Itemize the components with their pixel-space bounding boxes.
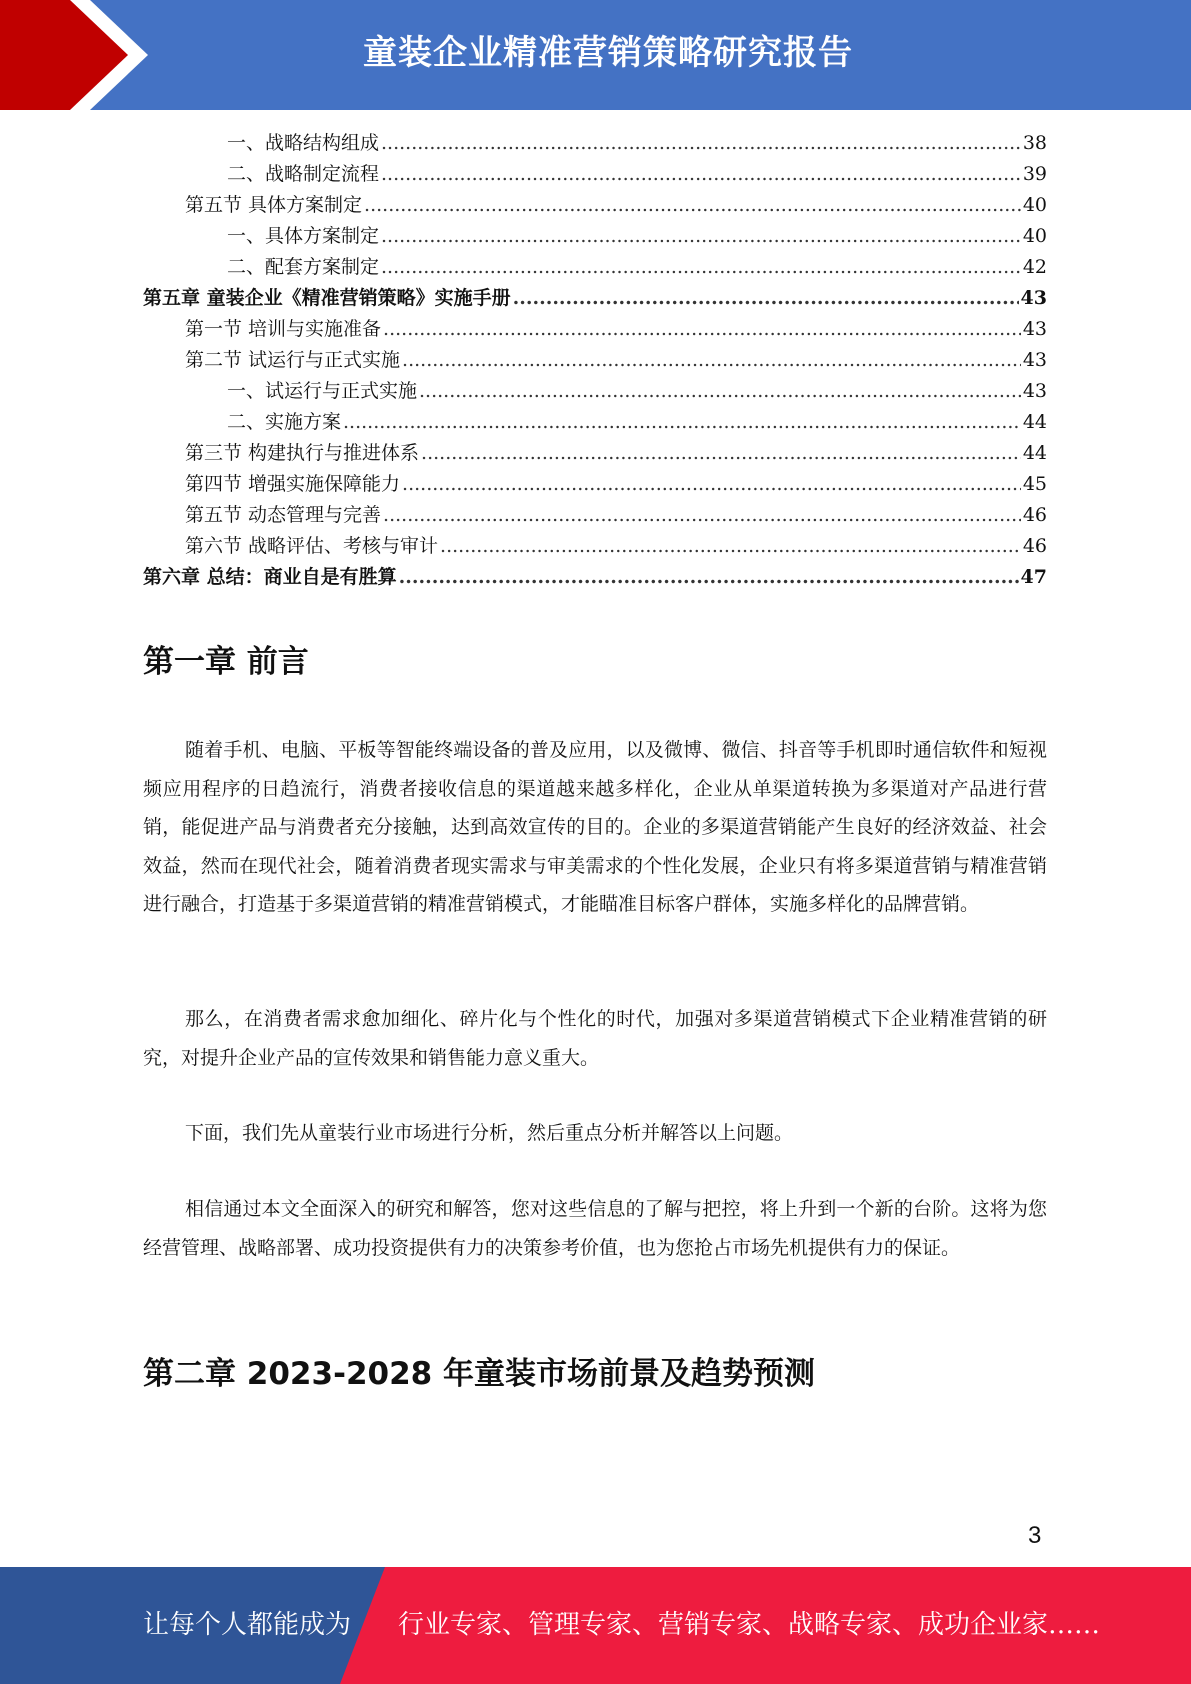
toc-entry-label: 第三节 构建执行与推进体系 (185, 442, 420, 464)
body-paragraph: 相信通过本文全面深入的研究和解答，您对这些信息的了解与把控，将上升到一个新的台阶。这将为您经营管理、战略部署、成功投资提供有力的决策参考价值，也为您抢占市场先机提供有力的保证。 (143, 1198, 1047, 1259)
toc-entry[interactable] (143, 469, 1047, 500)
body-paragraph: 下面，我们先从童装行业市场进行分析，然后重点分析并解答以上问题。 (185, 1122, 794, 1144)
toc-dot-leader (421, 442, 1021, 464)
toc-entry-label: 第二节 试运行与正式实施 (185, 349, 401, 371)
toc-entry[interactable] (143, 562, 1047, 593)
toc-entry[interactable] (143, 531, 1047, 562)
toc-entry-label: 第四节 增强实施保障能力 (185, 473, 401, 495)
toc-entry-label: 第一节 培训与实施准备 (185, 318, 382, 340)
toc-entry-page: 38 (1022, 132, 1047, 154)
toc-dot-leader (381, 163, 1021, 185)
toc-entry-label: 第五节 动态管理与完善 (185, 504, 382, 526)
toc-entry[interactable] (143, 376, 1047, 407)
toc-entry-label: 二、战略制定流程 (227, 163, 380, 185)
toc-entry-label: 一、具体方案制定 (227, 225, 380, 247)
toc-entry[interactable] (143, 438, 1047, 469)
toc-dot-leader (383, 318, 1021, 340)
toc-dot-leader (343, 411, 1021, 433)
toc-entry-page: 44 (1022, 411, 1047, 433)
footer-slogan-right: 行业专家、管理专家、营销专家、战略专家、成功企业家…… (398, 1610, 1101, 1640)
toc-entry-page: 45 (1022, 473, 1047, 495)
toc-entry[interactable] (143, 221, 1047, 252)
toc-entry-page: 44 (1022, 442, 1047, 464)
table-of-contents (143, 128, 1047, 593)
toc-entry[interactable] (143, 314, 1047, 345)
chapter1-heading: 第一章 前言 (143, 644, 309, 680)
toc-dot-leader (419, 380, 1021, 402)
toc-entry-page: 42 (1022, 256, 1047, 278)
toc-dot-leader (402, 349, 1021, 371)
toc-entry[interactable] (143, 159, 1047, 190)
report-title: 童装企业精准营销策略研究报告 (363, 33, 853, 73)
toc-entry-page: 46 (1022, 504, 1047, 526)
toc-entry-page: 47 (1020, 566, 1047, 588)
footer-slogan-left: 让每个人都能成为 (143, 1610, 352, 1640)
toc-entry[interactable] (143, 500, 1047, 531)
toc-entry-page: 40 (1022, 194, 1047, 216)
toc-entry[interactable] (143, 190, 1047, 221)
toc-entry[interactable] (143, 345, 1047, 376)
footer-banner (0, 1567, 1191, 1684)
toc-entry-label: 第六节 战略评估、考核与审计 (185, 535, 439, 557)
toc-entry-label: 第五章 童装企业《精准营销策略》实施手册 (143, 287, 511, 309)
toc-entry[interactable] (143, 128, 1047, 159)
toc-entry[interactable] (143, 283, 1047, 314)
toc-entry-page: 39 (1022, 163, 1047, 185)
toc-entry-page: 43 (1022, 349, 1047, 371)
toc-dot-leader (513, 287, 1019, 309)
toc-entry-label: 第五节 具体方案制定 (185, 194, 363, 216)
toc-entry-label: 一、试运行与正式实施 (227, 380, 418, 402)
body-paragraph: 那么，在消费者需求愈加细化、碎片化与个性化的时代，加强对多渠道营销模式下企业精准营销的研究，对提升企业产品的宣传效果和销售能力意义重大。 (143, 1008, 1047, 1069)
toc-dot-leader (399, 566, 1019, 588)
toc-dot-leader (383, 504, 1021, 526)
header-banner (0, 0, 1191, 110)
toc-entry-label: 二、配套方案制定 (227, 256, 380, 278)
toc-entry-page: 43 (1022, 318, 1047, 340)
toc-entry-page: 46 (1022, 535, 1047, 557)
chapter2-heading: 第二章 2023-2028 年童装市场前景及趋势预测 (143, 1356, 816, 1392)
toc-entry-page: 43 (1020, 287, 1047, 309)
page-number: 3 (1028, 1522, 1042, 1549)
body-paragraph: 随着手机、电脑、平板等智能终端设备的普及应用，以及微博、微信、抖音等手机即时通信软件和短视频应用程序的日趋流行，消费者接收信息的渠道越来越多样化，企业从单渠道转换为多渠道对产品进行营销，能促进产品与消费者充分接触，达到高效宣传的目的。企业的多渠道营销能产生良好的经济效益、社会效益，然而在现代社会，随着消费者现实需求与审美需求的个性化发展，企业只有将多渠道营销与精准营销进行融合，打造基于多渠道营销的精准营销模式，才能瞄准目标客户群体，实施多样化的品牌营销。 (143, 739, 1047, 915)
toc-dot-leader (381, 256, 1021, 278)
toc-entry-label: 二、实施方案 (227, 411, 342, 433)
toc-dot-leader (381, 132, 1021, 154)
toc-entry[interactable] (143, 252, 1047, 283)
toc-entry-page: 43 (1022, 380, 1047, 402)
toc-dot-leader (381, 225, 1021, 247)
toc-entry[interactable] (143, 407, 1047, 438)
toc-entry-label: 第六章 总结：商业自是有胜算 (143, 566, 397, 588)
toc-entry-label: 一、战略结构组成 (227, 132, 380, 154)
toc-entry-page: 40 (1022, 225, 1047, 247)
toc-dot-leader (440, 535, 1021, 557)
toc-dot-leader (364, 194, 1021, 216)
toc-dot-leader (402, 473, 1021, 495)
